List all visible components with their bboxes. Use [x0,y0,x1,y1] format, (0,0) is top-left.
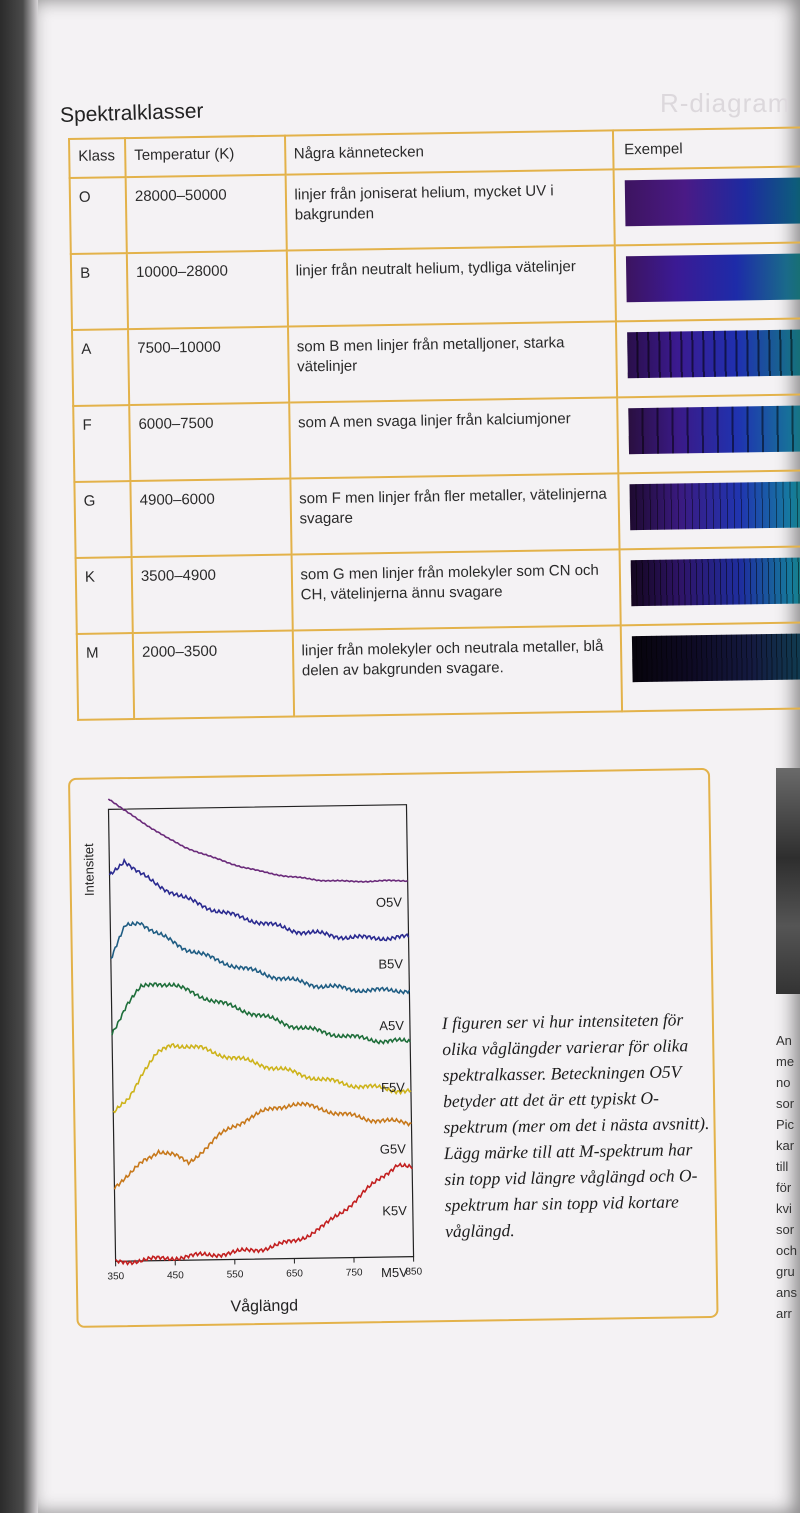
spectrum-image-o [625,177,800,226]
x-tick-label: 350 [107,1271,125,1283]
series-line-k5v [113,1101,412,1190]
series-label: B5V [378,956,404,972]
spectrum-image-f [628,405,800,454]
side-text-line: no [776,1075,791,1090]
cell-kannetecken: linjer från neutralt helium, tydliga vätelinjer [286,245,616,326]
side-photo [776,768,800,994]
table-row [76,546,800,634]
series-label: G5V [379,1141,406,1157]
cell-klass: A [72,329,129,406]
header-exempel: Exempel [613,127,800,169]
plot-frame [108,805,413,1262]
side-text-line: Pic [776,1117,795,1132]
x-tick-label: 450 [167,1270,184,1282]
cell-exempel [620,546,800,625]
series-line-a5v [110,918,409,998]
spectral-class-table [68,126,800,721]
series-line-m5v [114,1163,413,1264]
table-row [70,166,800,254]
spectrum-image-a [627,329,800,378]
cell-temperatur: 7500–10000 [128,327,289,405]
side-text-line: kar [776,1138,795,1153]
side-text-line: för [776,1180,792,1195]
ghost-heading-bleedthrough: R-diagram [660,88,791,118]
cell-temperatur: 6000–7500 [129,403,290,481]
cell-kannetecken: linjer från joniserat helium, mycket UV i bakgrunden [285,169,615,250]
cell-klass: M [77,633,134,720]
cell-exempel [618,470,800,549]
cell-kannetecken: som A men svaga linjer från kalciumjoner [289,397,619,478]
series-label: O5V [375,894,403,910]
x-tick-label: 650 [286,1268,304,1280]
cell-exempel [621,622,800,711]
side-text-line: och [776,1243,797,1258]
series-line-g5v [112,1040,411,1112]
cell-klass: G [74,481,131,558]
cell-kannetecken: som F men linjer från fler metaller, vätelinjerna svagare [290,473,620,554]
series-label: A5V [379,1017,405,1034]
table-row [71,242,800,330]
series-label: K5V [382,1203,407,1219]
cell-klass: O [70,177,127,254]
cell-exempel [615,242,800,321]
cell-temperatur: 3500–4900 [132,555,293,633]
table-row [72,318,800,406]
header-temperatur: Temperatur (K) [125,136,285,178]
side-text-line: till [776,1159,789,1174]
chart-xlabel: Våglängd [230,1297,299,1316]
cell-temperatur: 4900–6000 [130,479,291,557]
side-text-line: arr [776,1306,792,1321]
series-label: M5V [380,1264,408,1281]
cell-temperatur: 2000–3500 [133,631,294,719]
side-text-line: me [776,1054,795,1069]
series-label: F5V [380,1079,406,1095]
cell-kannetecken: som G men linjer från molekyler som CN och CH, vätelinjerna ännu svagare [291,549,621,630]
cell-klass: F [73,405,130,482]
cell-exempel [616,318,800,397]
cell-exempel [614,166,800,245]
book-spine-shadow [0,0,38,1513]
table-row [77,622,800,720]
spectrum-image-g [629,481,800,530]
chart-ylabel: Intensitet [81,843,97,897]
cell-temperatur: 28000–50000 [126,175,287,253]
side-text-line: sor [776,1222,795,1237]
cell-exempel [617,394,800,473]
cell-klass: B [71,253,128,330]
table-row [73,394,800,482]
x-tick-label: 750 [345,1267,363,1279]
spectrum-image-k [631,557,800,606]
cell-klass: K [76,557,133,634]
series-line-f5v [111,979,410,1048]
spectrum-chart [76,786,434,1321]
spectrum-image-b [626,253,800,302]
header-kannetecken: Några kännetecken [285,130,614,174]
table-row [74,470,800,558]
side-column-text [776,1030,800,1324]
series-line-b5v [109,855,408,944]
cell-kannetecken: linjer från molekyler och neutrala metaller, blå delen av bakgrunden svagare. [292,625,622,716]
figure-box [68,768,719,1328]
x-tick-label: 850 [405,1266,423,1278]
cell-kannetecken: som B men linjer från metalljoner, starka vätelinjer [288,321,618,402]
x-tick-label: 550 [226,1269,244,1281]
side-text-line: ans [776,1285,797,1300]
cell-temperatur: 10000–28000 [127,251,288,329]
header-klass: Klass [69,138,126,178]
side-text-line: An [776,1033,792,1048]
spectrum-image-m [632,633,800,682]
side-text-line: kvi [776,1201,792,1216]
side-text-line: gru [776,1264,795,1279]
side-text-line: sor [776,1096,795,1111]
figure-caption: I figuren ser vi hur intensiteten för olika våglängder varierar för olika spektralkasser. Beteckningen O5V betyder att det är ett typiskt O-spektrum (mer om det i nästa avsnitt). Lägg märke till att M-spektrum har sin topp vid längre våglängd och O-spektrum har sin topp vid kortare våglängd. [441,1009,710,1242]
section-title: Spektralklasser [59,99,204,127]
